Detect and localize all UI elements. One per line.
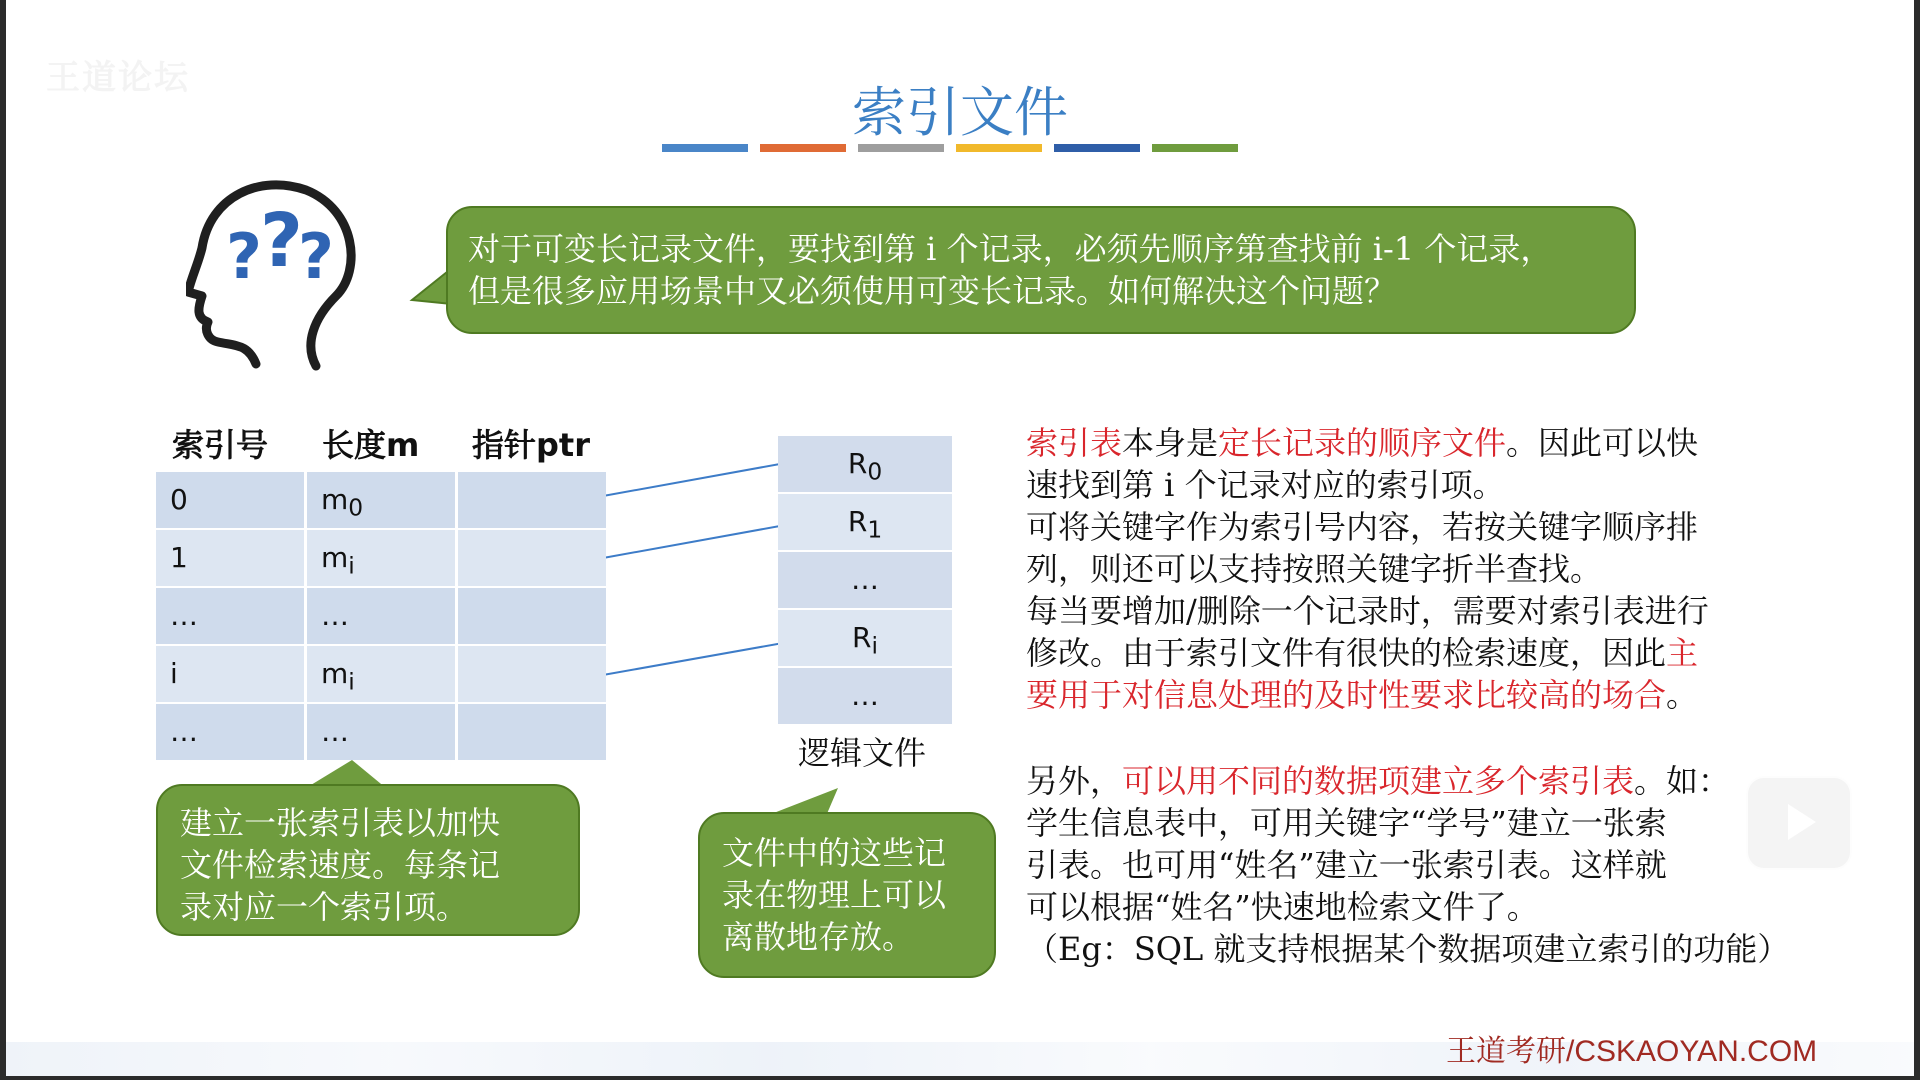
physical-storage-bubble bbox=[698, 812, 996, 978]
text-line: 可将关键字作为索引号内容，若按关键字顺序排 bbox=[1026, 508, 1699, 546]
length-sub: i bbox=[348, 551, 355, 580]
color-bar bbox=[858, 144, 944, 152]
text-line: 可以根据“姓名”快速地检索文件了。 bbox=[1026, 888, 1539, 926]
svg-text:?: ? bbox=[260, 198, 303, 284]
text-span: 。 bbox=[1666, 676, 1699, 714]
length-cell bbox=[307, 646, 455, 702]
col-header-index: 索引号 bbox=[172, 426, 269, 464]
length-base: m bbox=[321, 541, 349, 574]
text-line bbox=[1026, 674, 1826, 716]
bubble-line: 文件检索速度。每条记 bbox=[180, 846, 501, 884]
bubble-line: 文件中的这些记 bbox=[722, 834, 947, 872]
pointer-cell bbox=[458, 704, 606, 760]
slide-title: 索引文件 bbox=[852, 81, 1068, 144]
red-term: 可以用不同的数据项建立多个索引表 bbox=[1122, 762, 1635, 800]
text-span: 。因此可以快 bbox=[1506, 424, 1699, 462]
text-span: 修改。由于索引文件有很快的检索速度，因此 bbox=[1026, 634, 1667, 672]
record-base: R bbox=[847, 447, 868, 480]
explanation-text bbox=[1026, 422, 1826, 970]
length-base: m bbox=[321, 483, 349, 516]
record-base: R bbox=[852, 621, 872, 654]
question-bubble bbox=[446, 206, 1636, 334]
length-cell bbox=[307, 704, 455, 760]
logical-file-label: 逻辑文件 bbox=[798, 734, 927, 772]
index-cell: i bbox=[156, 646, 304, 702]
text-line: （Eg：SQL 就支持根据某个数据项建立索引的功能） bbox=[1026, 930, 1790, 968]
pointer-cell bbox=[458, 588, 606, 644]
text-line: 引表。也可用“姓名”建立一张索引表。这样就 bbox=[1026, 846, 1667, 884]
question-line-2: 但是很多应用场景中又必须使用可变长记录。如何解决这个问题？ bbox=[468, 272, 1397, 310]
color-bar bbox=[1152, 144, 1238, 152]
pointer-cell bbox=[458, 530, 606, 586]
text-line: 每当要增加/删除一个记录时，需要对索引表进行 bbox=[1026, 592, 1709, 630]
red-term: 索引表 bbox=[1026, 424, 1123, 462]
index-cell: … bbox=[156, 704, 304, 760]
record-base: … bbox=[851, 563, 879, 596]
red-term: 要用于对信息处理的及时性要求比较高的场合 bbox=[1026, 676, 1667, 714]
record-cell bbox=[778, 610, 952, 666]
record-base: R bbox=[847, 505, 868, 538]
color-bar bbox=[1054, 144, 1140, 152]
bubble-line: 录在物理上可以 bbox=[722, 876, 947, 914]
length-base: m bbox=[321, 657, 349, 690]
footer-brand: 王道考研/CSKAOYAN.COM bbox=[1446, 1035, 1818, 1068]
color-bar bbox=[760, 144, 846, 152]
index-cell: 1 bbox=[156, 530, 304, 586]
red-term: 主 bbox=[1666, 634, 1699, 672]
record-sub: 1 bbox=[867, 515, 883, 544]
table-row bbox=[156, 704, 609, 760]
record-cell bbox=[778, 552, 952, 608]
index-table bbox=[156, 472, 609, 762]
record-base: … bbox=[851, 679, 879, 712]
table-row bbox=[156, 530, 609, 586]
bubble-line: 建立一张索引表以加快 bbox=[180, 804, 501, 842]
record-sub: i bbox=[871, 631, 878, 660]
watermark: 王道论坛 bbox=[46, 58, 190, 98]
length-base: … bbox=[321, 715, 349, 748]
length-sub: i bbox=[348, 667, 355, 696]
bubble-line: 离散地存放。 bbox=[722, 918, 915, 956]
length-cell bbox=[307, 530, 455, 586]
length-sub: 0 bbox=[348, 493, 364, 522]
index-cell: 0 bbox=[156, 472, 304, 528]
text-line: 列，则还可以支持按照关键字折半查找。 bbox=[1026, 550, 1603, 588]
record-sub: 0 bbox=[867, 457, 883, 486]
index-table-bubble bbox=[156, 784, 580, 936]
svg-text:?: ? bbox=[226, 220, 262, 293]
text-line bbox=[1026, 632, 1826, 674]
table-row bbox=[156, 472, 609, 528]
slide bbox=[6, 0, 1914, 1076]
text-span: 。如： bbox=[1634, 762, 1731, 800]
length-cell bbox=[307, 588, 455, 644]
bubble-line: 录对应一个索引项。 bbox=[180, 888, 469, 926]
color-bar bbox=[956, 144, 1042, 152]
thinking-head-icon bbox=[186, 168, 386, 378]
pointer-cell bbox=[458, 472, 606, 528]
color-bar bbox=[662, 144, 748, 152]
question-line-1: 对于可变长记录文件，要找到第 i 个记录，必须先顺序第查找前 i-1 个记录， bbox=[468, 230, 1553, 268]
length-base: … bbox=[321, 599, 349, 632]
text-span: 本身是 bbox=[1122, 424, 1219, 462]
table-row bbox=[156, 588, 609, 644]
col-header-length: 长度m bbox=[322, 426, 420, 464]
logical-file bbox=[778, 436, 952, 726]
paragraph-gap bbox=[1026, 716, 1826, 760]
play-icon[interactable] bbox=[1746, 776, 1852, 870]
svg-text:?: ? bbox=[298, 220, 334, 293]
table-row bbox=[156, 646, 609, 702]
text-span: 另外， bbox=[1026, 762, 1123, 800]
red-term: 定长记录的顺序文件 bbox=[1218, 424, 1507, 462]
record-cell bbox=[778, 668, 952, 724]
title-color-bars bbox=[662, 144, 1238, 152]
record-cell bbox=[778, 494, 952, 550]
length-cell bbox=[307, 472, 455, 528]
text-line bbox=[1026, 760, 1826, 802]
record-cell bbox=[778, 436, 952, 492]
text-line: 学生信息表中，可用关键字“学号”建立一张索 bbox=[1026, 804, 1667, 842]
text-line: 速找到第 i 个记录对应的索引项。 bbox=[1026, 466, 1505, 504]
index-cell: … bbox=[156, 588, 304, 644]
pointer-cell bbox=[458, 646, 606, 702]
text-line bbox=[1026, 422, 1826, 464]
col-header-pointer: 指针ptr bbox=[472, 426, 590, 464]
